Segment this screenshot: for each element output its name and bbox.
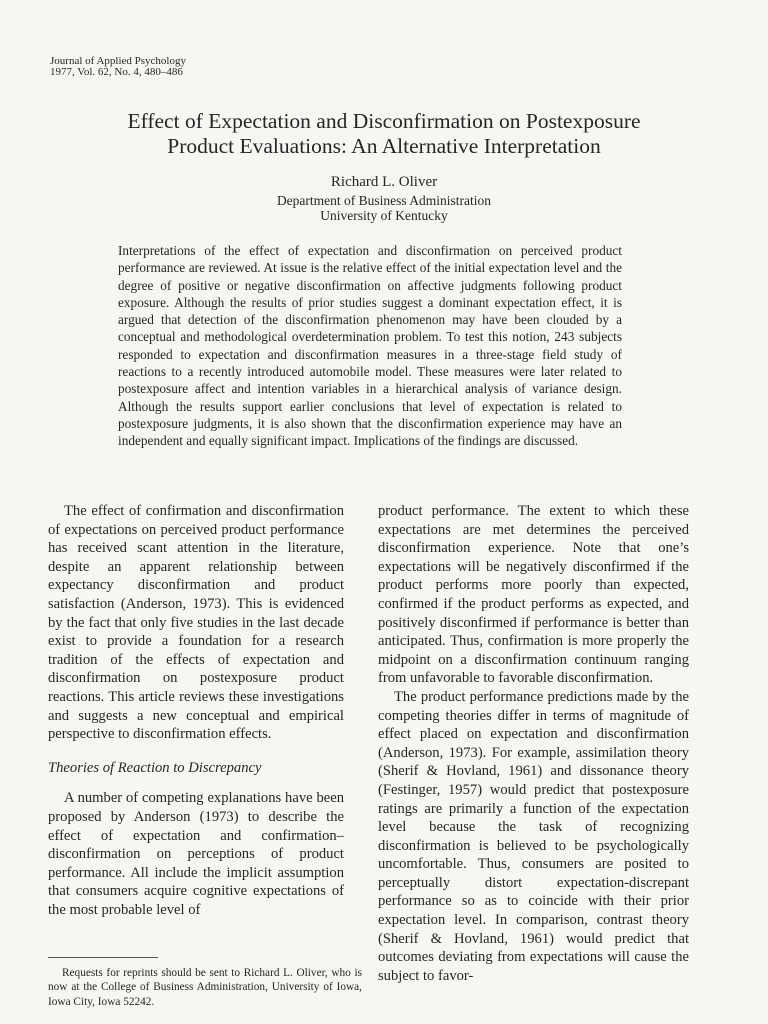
paragraph-continued: product performance. The extent to which these expectations are met determines the perceived disconfirmation experience. Note that one’s expectations will be negatively disconfirmed if the product performs more poorly than expected, confirmed if the product performs as expected, and positively disconfirmed if performance is better than anticipated. Thus, confirmation is more properly the midpoint on a disconfirmation continuum ranging from unfavorable to favorable disconfirmation. xyxy=(378,503,689,687)
journal-citation: 1977, Vol. 62, No. 4, 480–486 xyxy=(50,66,183,78)
paragraph-predictions: The product performance predictions made by the competing theories differ in terms of magnitude of effect placed on expectation and disconfirmation (Anderson, 1973). For example, assimilation theory (Sherif & Hovland, 1961) and dissonance theory (Festinger, 1957) would predict that postexposure ratings are primarily a function of the expectation level because the task of recognizing disconfirmation is believed to be psychologically uncomfortable. Thus, consumers are posited to perceptually distort expectation-discrepant performance so as to coincide with their prior expectation level. In comparison, contrast theory (Sherif & Hovland, 1961) would predict that outcomes deviating from expectations will cause the subject to favor- xyxy=(378,688,689,984)
author-department: Department of Business Administration xyxy=(276,193,492,208)
author-name: Richard L. Oliver xyxy=(330,174,438,190)
paragraph-intro: The effect of confirmation and disconfirmation of expectations on perceived product performance has received scant attention in the literature, despite an apparent relationship between expectancy disconfirmation and product satisfaction (Anderson, 1973). This is evidenced by the fact that only five studies in the last decade exist to provide a foundation for a research tradition of the effects of expectation and disconfirmation on postexposure product reactions. This article reviews these investigations and suggests a new conceptual and empirical perspective to disconfirmation effects. xyxy=(48,503,344,743)
body-column-left xyxy=(48,502,344,919)
journal-header xyxy=(50,56,186,78)
journal-name: Journal of Applied Psychology xyxy=(50,55,186,67)
author-affiliation xyxy=(0,193,768,223)
body-column-right xyxy=(378,502,689,985)
footnote: Requests for reprints should be sent to Richard L. Oliver, who is now at the College of Business Administration, University of Iowa, Iowa City, Iowa 52242. xyxy=(48,967,362,1008)
paper-title xyxy=(40,109,728,159)
title-line-2: Product Evaluations: An Alternative Interpretation xyxy=(167,134,601,158)
section-heading: Theories of Reaction to Discrepancy xyxy=(48,759,262,776)
title-line-1: Effect of Expectation and Disconfirmation on Postexposure xyxy=(127,109,641,133)
author-university: University of Kentucky xyxy=(320,208,448,223)
abstract: Interpretations of the effect of expectation and disconfirmation on perceived product performance are reviewed. At issue is the relative effect of the initial expectation level and the degree of positive or negative disconfirmation on affective judgments following product exposure. Although the results of prior studies suggest a dominant expectation effect, it is argued that detection of the disconfirmation phenomenon may have been clouded by a conceptual and methodological overdetermination problem. To test this notion, 243 subjects responded to expectation and disconfirmation measures in a three-stage field study of reactions to a recently introduced automobile model. These measures were later related to postexposure affect and intention variables in a hierarchical analysis of variance design. Although the results support earlier conclusions that level of expectation is related to postexposure judgments, it is also shown that the disconfirmation experience may have an independent and equally significant impact. Implications of the findings are discussed. xyxy=(118,243,622,449)
paragraph-theories: A number of competing explanations have been proposed by Anderson (1973) to describe the effect of expectation and confirmation–disconfirmation on perceptions of product performance. All include the implicit assumption that consumers acquire cognitive expectations of the most probable level of xyxy=(48,790,344,918)
footnote-divider xyxy=(48,957,158,958)
